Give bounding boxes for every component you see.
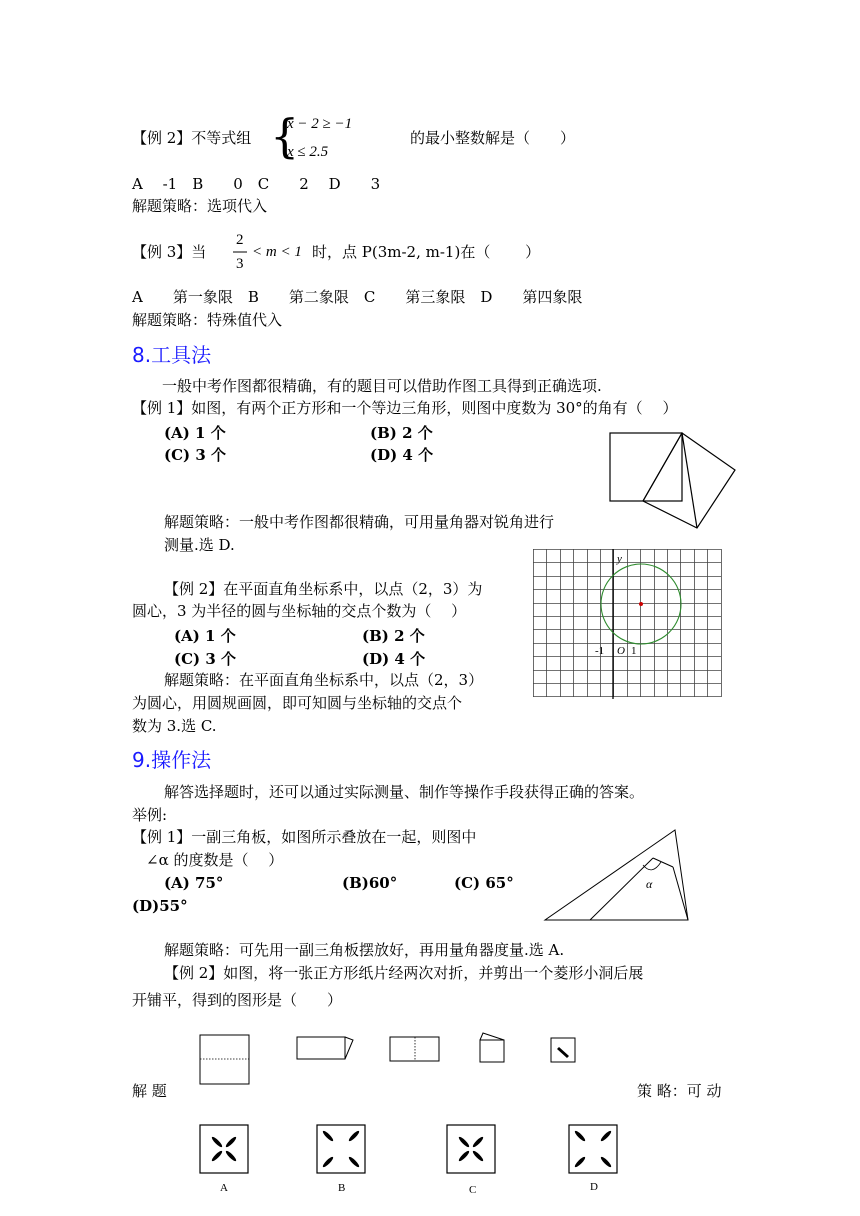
section-9-title: 9.操作法: [132, 748, 212, 772]
s8-ex2-strategy-3: 数为 3.选 C.: [132, 717, 217, 735]
diamond-hole: [322, 1130, 335, 1143]
answer-choices-figure: [195, 1120, 675, 1180]
fraction-bar: [233, 251, 247, 253]
s8-ex1-strategy-2: 测量.选 D.: [164, 536, 235, 554]
frac-denominator: 3: [236, 256, 244, 272]
s9-ex1-strategy: 解题策略：可先用一副三角板摆放好，再用量角器度量.选 A.: [164, 941, 565, 959]
diamond-hole: [211, 1136, 224, 1149]
s8-ex1-opt-d: (D) 4 个: [370, 446, 434, 464]
diamond-hole: [458, 1136, 471, 1149]
s9-ex1-question-1: 【例 1】一副三角板，如图所示叠放在一起，则图中: [132, 828, 477, 846]
frac-numerator: 2: [236, 232, 244, 248]
alpha-label: α: [646, 877, 653, 891]
choice-square: [200, 1125, 248, 1173]
s8-ex2-opt-a: (A) 1 个: [174, 627, 236, 645]
section-9-intro-2: 举例:: [132, 806, 168, 824]
ex3-strategy: 解题策略：特殊值代入: [132, 311, 283, 329]
diamond-hole: [211, 1150, 224, 1163]
diamond-hole: [600, 1156, 613, 1169]
ex3-options: A 第一象限 B 第二象限 C 第三象限 D 第四象限: [132, 288, 583, 306]
diamond-hole: [574, 1130, 587, 1143]
s8-ex1-question: 【例 1】如图，有两个正方形和一个等边三角形，则图中度数为 30°的角有（ ）: [132, 399, 678, 417]
diamond-hole: [348, 1156, 361, 1169]
diamond-hole: [472, 1150, 485, 1163]
s9-ex1-opt-d: (D)55°: [132, 897, 188, 915]
system-brace: {: [270, 109, 300, 163]
s9-ex1-opt-a: (A) 75°: [164, 874, 224, 892]
axis-y-label: y: [617, 553, 622, 565]
s8-ex2-opt-d: (D) 4 个: [362, 650, 426, 668]
s9-ex1-question-2: ∠α 的度数是（ ）: [146, 851, 284, 869]
s9-ex2-question-2: 开铺平，得到的图形是（ ）: [132, 991, 343, 1009]
ineq-line-1: x − 2 ≥ −1: [287, 116, 353, 132]
ex3-condition: < m < 1: [252, 244, 302, 260]
axis-origin-label: O: [617, 645, 625, 657]
diamond-hole: [348, 1130, 361, 1143]
coordinate-grid: [533, 549, 723, 699]
diamond-hole: [600, 1130, 613, 1143]
s8-ex2-question-2: 圆心，3 为半径的圆与坐标轴的交点个数为（ ）: [132, 602, 467, 620]
section-8-title: 8.工具法: [132, 343, 212, 367]
ex2-options: A -1 B 0 C 2 D 3: [132, 175, 381, 193]
s8-ex2-strategy-1: 解题策略：在平面直角坐标系中，以点（2，3）: [164, 671, 484, 689]
diamond-hole: [322, 1156, 335, 1169]
diamond-hole: [458, 1150, 471, 1163]
choice-d-label: D: [590, 1181, 598, 1193]
s8-ex2-strategy-2: 为圆心，用圆规画圆，即可知圆与坐标轴的交点个: [132, 694, 463, 712]
s9-ex1-opt-b: (B)60°: [342, 874, 398, 892]
choice-square: [447, 1125, 495, 1173]
s8-ex1-opt-c: (C) 3 个: [164, 446, 227, 464]
diamond-hole: [225, 1136, 238, 1149]
choice-b-label: B: [338, 1182, 346, 1194]
s9-ex2-strategy-left: 解 题: [132, 1082, 167, 1100]
s8-ex2-opt-b: (B) 2 个: [362, 627, 425, 645]
folding-steps-figure: [195, 1030, 595, 1090]
ex2-suffix: 的最小整数解是（ ）: [410, 129, 576, 147]
ex2-prefix: 【例 2】不等式组: [132, 129, 252, 147]
tick-1: 1: [631, 645, 637, 657]
s8-ex1-opt-b: (B) 2 个: [370, 424, 433, 442]
section-9-intro-1: 解答选择题时，还可以通过实际测量、制作等操作手段获得正确的答案。: [164, 783, 645, 801]
s9-ex2-strategy-right: 策 略：可 动: [637, 1082, 722, 1100]
s8-ex2-opt-c: (C) 3 个: [174, 650, 237, 668]
s8-ex1-opt-a: (A) 1 个: [164, 424, 226, 442]
triangle-rulers-figure: [543, 829, 693, 924]
ex3-suffix: 时，点 P(3m-2, m-1)在（ ）: [312, 243, 541, 261]
ineq-line-2: x ≤ 2.5: [287, 144, 329, 160]
choice-a-label: A: [220, 1182, 228, 1194]
diamond-hole: [574, 1156, 587, 1169]
ex3-prefix: 【例 3】当: [132, 243, 207, 261]
s8-ex2-question-1: 【例 2】在平面直角坐标系中，以点（2，3）为: [164, 580, 483, 598]
squares-triangle-figure: [605, 430, 745, 530]
s8-ex1-strategy-1: 解题策略：一般中考作图都很精确，可用量角器对锐角进行: [164, 513, 555, 531]
s9-ex1-opt-c: (C) 65°: [454, 874, 514, 892]
choice-c-label: C: [469, 1184, 477, 1196]
ex2-strategy: 解题策略：选项代入: [132, 197, 268, 215]
circle-center: [639, 602, 643, 606]
s9-ex2-question-1: 【例 2】如图，将一张正方形纸片经两次对折，并剪出一个菱形小洞后展: [164, 964, 644, 982]
diamond-hole: [225, 1150, 238, 1163]
diamond-hole: [472, 1136, 485, 1149]
tick-neg-1: -1: [595, 645, 605, 657]
section-8-intro: 一般中考作图都很精确，有的题目可以借助作图工具得到正确选项.: [162, 377, 602, 395]
